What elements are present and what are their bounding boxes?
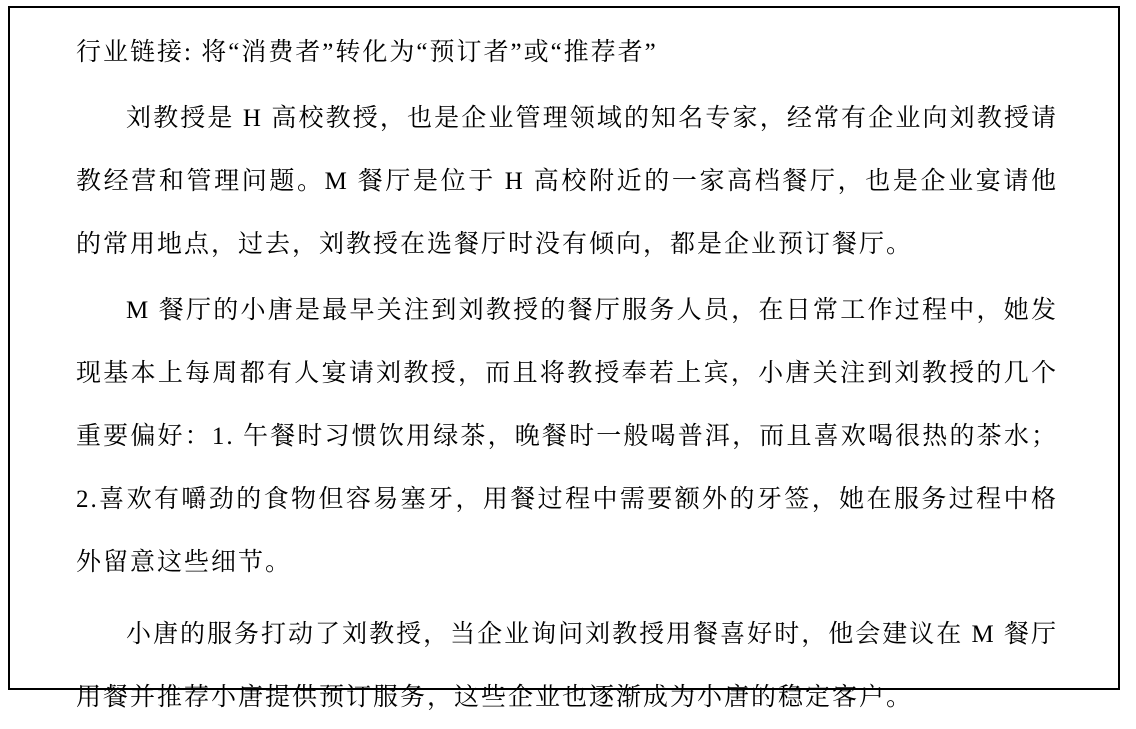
paragraph-referral-outcome: 小唐的服务打动了刘教授，当企业询问刘教授用餐喜好时，他会建议在 M 餐厅用餐并推荐小唐提供预订服务，这些企业也逐渐成为小唐的稳定客户。: [76, 621, 1058, 711]
paragraph-xiaotang-observations: M 餐厅的小唐是最早关注到刘教授的餐厅服务人员，在日常工作过程中，她发现基本上每周都有人宴请刘教授，而且将教授奉若上宾，小唐关注到刘教授的几个重要偏好：1. 午餐时习惯饮用绿茶，晚餐时一般喝普洱，而且喜欢喝很热的茶水；2.喜欢有嚼劲的食物但容易塞牙，用餐过程中需要额外的牙签，她在服务过程中格外留意这些细节。: [76, 297, 1058, 576]
document-page: [8, 6, 1120, 711]
document-title: 行业链接: 将“消费者”转化为“预订者”或“推荐者”: [76, 39, 658, 66]
paragraph-professor-intro: 刘教授是 H 高校教授，也是企业管理领域的知名专家，经常有企业向刘教授请教经营和管理问题。M 餐厅是位于 H 高校附近的一家高档餐厅，也是企业宴请他的常用地点，过去，刘教授在选餐厅时没有倾向，都是企业预订餐厅。: [76, 105, 1058, 258]
